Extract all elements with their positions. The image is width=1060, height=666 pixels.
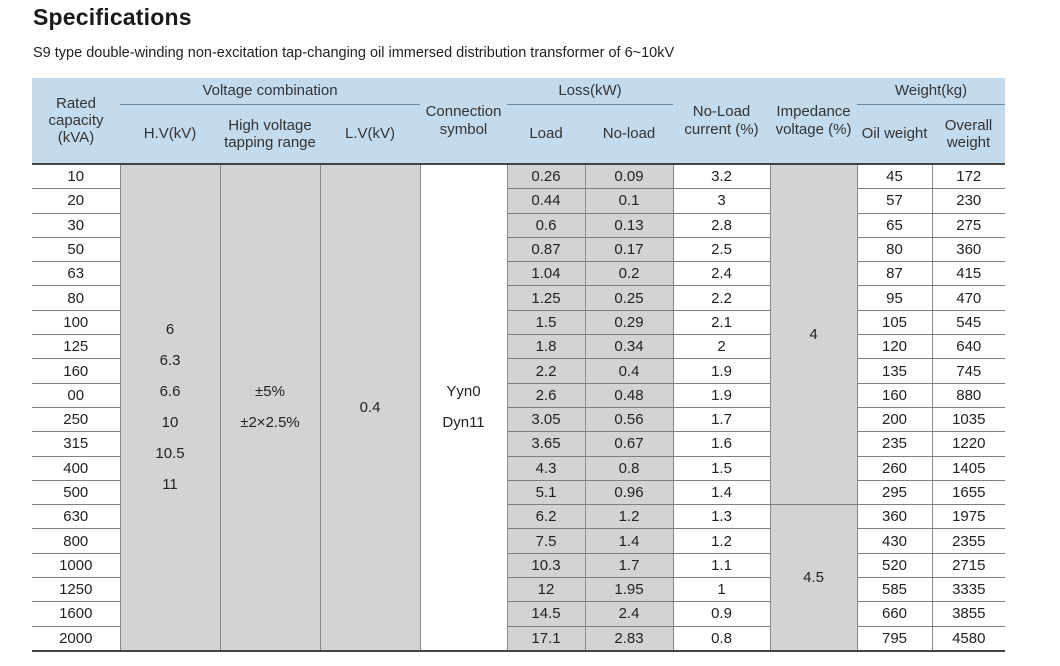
header-impedance-voltage: Impedance voltage (%) <box>770 78 857 164</box>
cell-oil-weight: 260 <box>857 456 932 480</box>
header-load: Load <box>507 105 585 165</box>
cell-no-load-loss: 0.67 <box>585 432 673 456</box>
cell-no-load-loss: 1.2 <box>585 505 673 529</box>
cell-no-load-loss: 0.2 <box>585 262 673 286</box>
cell-hv-value: 10 <box>161 414 179 432</box>
cell-no-load-current: 0.9 <box>673 602 770 626</box>
cell-load-loss: 0.87 <box>507 237 585 261</box>
cell-no-load-loss: 0.09 <box>585 164 673 189</box>
cell-oil-weight: 135 <box>857 359 932 383</box>
cell-load-loss: 5.1 <box>507 480 585 504</box>
cell-load-loss: 0.26 <box>507 164 585 189</box>
cell-capacity: 2000 <box>32 626 120 651</box>
cell-oil-weight: 57 <box>857 189 932 213</box>
cell-oil-weight: 65 <box>857 213 932 237</box>
cell-no-load-current: 2.1 <box>673 310 770 334</box>
cell-capacity: 500 <box>32 480 120 504</box>
header-hv: H.V(kV) <box>120 105 220 165</box>
cell-overall-weight: 1975 <box>932 505 1005 529</box>
cell-oil-weight: 795 <box>857 626 932 651</box>
cell-oil-weight: 200 <box>857 407 932 431</box>
cell-no-load-loss: 2.4 <box>585 602 673 626</box>
cell-no-load-loss: 0.13 <box>585 213 673 237</box>
cell-oil-weight: 105 <box>857 310 932 334</box>
cell-no-load-loss: 1.4 <box>585 529 673 553</box>
cell-capacity: 63 <box>32 262 120 286</box>
cell-no-load-loss: 0.29 <box>585 310 673 334</box>
table-body <box>32 164 1005 651</box>
cell-no-load-current: 1.3 <box>673 505 770 529</box>
cell-no-load-loss: 0.96 <box>585 480 673 504</box>
cell-hv-value: 10.5 <box>155 445 185 463</box>
cell-overall-weight: 880 <box>932 383 1005 407</box>
header-lv: L.V(kV) <box>320 105 420 165</box>
header-connection-symbol: Connection symbol <box>420 78 507 164</box>
cell-hv-value: 6.6 <box>159 383 181 401</box>
cell-no-load-loss: 0.4 <box>585 359 673 383</box>
header-voltage-combination: Voltage combination <box>120 78 420 105</box>
cell-oil-weight: 360 <box>857 505 932 529</box>
cell-capacity: 800 <box>32 529 120 553</box>
cell-no-load-loss: 0.8 <box>585 456 673 480</box>
cell-no-load-current: 1.6 <box>673 432 770 456</box>
cell-oil-weight: 120 <box>857 335 932 359</box>
cell-load-loss: 1.04 <box>507 262 585 286</box>
cell-load-loss: 10.3 <box>507 553 585 577</box>
cell-overall-weight: 275 <box>932 213 1005 237</box>
cell-load-loss: 14.5 <box>507 602 585 626</box>
cell-hv <box>120 164 220 651</box>
cell-overall-weight: 1405 <box>932 456 1005 480</box>
cell-capacity: 315 <box>32 432 120 456</box>
header-overall-weight: Overall weight <box>932 105 1005 165</box>
cell-no-load-loss: 0.34 <box>585 335 673 359</box>
cell-load-loss: 17.1 <box>507 626 585 651</box>
cell-overall-weight: 2355 <box>932 529 1005 553</box>
cell-load-loss: 12 <box>507 578 585 602</box>
cell-capacity: 250 <box>32 407 120 431</box>
cell-no-load-current: 1.4 <box>673 480 770 504</box>
cell-oil-weight: 87 <box>857 262 932 286</box>
cell-impedance-upper: 4 <box>770 164 857 505</box>
cell-no-load-loss: 0.48 <box>585 383 673 407</box>
cell-load-loss: 7.5 <box>507 529 585 553</box>
cell-no-load-current: 1 <box>673 578 770 602</box>
cell-no-load-current: 2.5 <box>673 237 770 261</box>
page-subtitle: S9 type double-winding non-excitation tap-changing oil immersed distribution transformer of 6~10kV <box>33 45 675 61</box>
cell-no-load-current: 1.9 <box>673 359 770 383</box>
cell-connection-value: Yyn0 <box>446 383 481 401</box>
cell-capacity: 1000 <box>32 553 120 577</box>
cell-impedance-lower: 4.5 <box>770 505 857 651</box>
cell-capacity: 10 <box>32 164 120 189</box>
cell-lv: 0.4 <box>320 164 420 651</box>
cell-hv-value: 11 <box>162 476 178 494</box>
cell-oil-weight: 95 <box>857 286 932 310</box>
cell-capacity: 20 <box>32 189 120 213</box>
cell-overall-weight: 745 <box>932 359 1005 383</box>
table-row <box>32 164 1005 189</box>
cell-oil-weight: 585 <box>857 578 932 602</box>
cell-no-load-current: 0.8 <box>673 626 770 651</box>
cell-no-load-current: 3.2 <box>673 164 770 189</box>
cell-no-load-loss: 0.1 <box>585 189 673 213</box>
cell-oil-weight: 430 <box>857 529 932 553</box>
cell-overall-weight: 1655 <box>932 480 1005 504</box>
cell-load-loss: 2.6 <box>507 383 585 407</box>
cell-capacity: 630 <box>32 505 120 529</box>
cell-capacity: 80 <box>32 286 120 310</box>
cell-capacity: 160 <box>32 359 120 383</box>
cell-oil-weight: 660 <box>857 602 932 626</box>
header-weight: Weight(kg) <box>857 78 1005 105</box>
cell-no-load-current: 1.5 <box>673 456 770 480</box>
cell-no-load-loss: 0.25 <box>585 286 673 310</box>
cell-no-load-loss: 0.56 <box>585 407 673 431</box>
cell-load-loss: 0.6 <box>507 213 585 237</box>
cell-load-loss: 3.65 <box>507 432 585 456</box>
cell-connection <box>420 164 507 651</box>
cell-no-load-current: 1.7 <box>673 407 770 431</box>
cell-load-loss: 4.3 <box>507 456 585 480</box>
page-title: Specifications <box>33 4 192 30</box>
cell-capacity: 400 <box>32 456 120 480</box>
header-no-load-current: No-Load current (%) <box>673 78 770 164</box>
cell-hv-tapping <box>220 164 320 651</box>
cell-capacity: 125 <box>32 335 120 359</box>
cell-no-load-loss: 0.17 <box>585 237 673 261</box>
cell-hv-tapping-value: ±2×2.5% <box>240 414 300 432</box>
cell-overall-weight: 1220 <box>932 432 1005 456</box>
header-rated-capacity: Rated capacity (kVA) <box>32 78 120 164</box>
header-oil-weight: Oil weight <box>857 105 932 165</box>
cell-overall-weight: 230 <box>932 189 1005 213</box>
cell-hv-value: 6 <box>165 321 175 339</box>
cell-connection-value: Dyn11 <box>442 414 485 432</box>
cell-capacity: 100 <box>32 310 120 334</box>
cell-no-load-loss: 1.95 <box>585 578 673 602</box>
cell-overall-weight: 415 <box>932 262 1005 286</box>
cell-hv-value: 6.3 <box>159 352 181 370</box>
cell-capacity: 50 <box>32 237 120 261</box>
cell-load-loss: 1.5 <box>507 310 585 334</box>
cell-load-loss: 1.25 <box>507 286 585 310</box>
header-no-load: No-load <box>585 105 673 165</box>
cell-capacity: 00 <box>32 383 120 407</box>
cell-overall-weight: 172 <box>932 164 1005 189</box>
cell-no-load-current: 2 <box>673 335 770 359</box>
cell-overall-weight: 3335 <box>932 578 1005 602</box>
cell-oil-weight: 80 <box>857 237 932 261</box>
cell-overall-weight: 545 <box>932 310 1005 334</box>
cell-oil-weight: 235 <box>857 432 932 456</box>
cell-overall-weight: 2715 <box>932 553 1005 577</box>
cell-oil-weight: 160 <box>857 383 932 407</box>
specifications-table <box>32 78 1005 652</box>
cell-no-load-current: 2.2 <box>673 286 770 310</box>
cell-oil-weight: 45 <box>857 164 932 189</box>
cell-load-loss: 0.44 <box>507 189 585 213</box>
cell-load-loss: 6.2 <box>507 505 585 529</box>
cell-overall-weight: 470 <box>932 286 1005 310</box>
header-loss: Loss(kW) <box>507 78 673 105</box>
cell-capacity: 1600 <box>32 602 120 626</box>
cell-no-load-loss: 1.7 <box>585 553 673 577</box>
cell-load-loss: 3.05 <box>507 407 585 431</box>
cell-no-load-current: 2.8 <box>673 213 770 237</box>
cell-hv-tapping-value: ±5% <box>255 383 285 401</box>
cell-no-load-current: 1.2 <box>673 529 770 553</box>
cell-capacity: 1250 <box>32 578 120 602</box>
cell-load-loss: 1.8 <box>507 335 585 359</box>
header-hv-tapping: High voltage tapping range <box>220 105 320 165</box>
cell-no-load-loss: 2.83 <box>585 626 673 651</box>
cell-oil-weight: 295 <box>857 480 932 504</box>
cell-oil-weight: 520 <box>857 553 932 577</box>
cell-no-load-current: 1.1 <box>673 553 770 577</box>
cell-no-load-current: 1.9 <box>673 383 770 407</box>
cell-overall-weight: 360 <box>932 237 1005 261</box>
cell-load-loss: 2.2 <box>507 359 585 383</box>
cell-capacity: 30 <box>32 213 120 237</box>
cell-overall-weight: 3855 <box>932 602 1005 626</box>
cell-no-load-current: 3 <box>673 189 770 213</box>
cell-no-load-current: 2.4 <box>673 262 770 286</box>
cell-overall-weight: 1035 <box>932 407 1005 431</box>
cell-overall-weight: 4580 <box>932 626 1005 651</box>
cell-overall-weight: 640 <box>932 335 1005 359</box>
